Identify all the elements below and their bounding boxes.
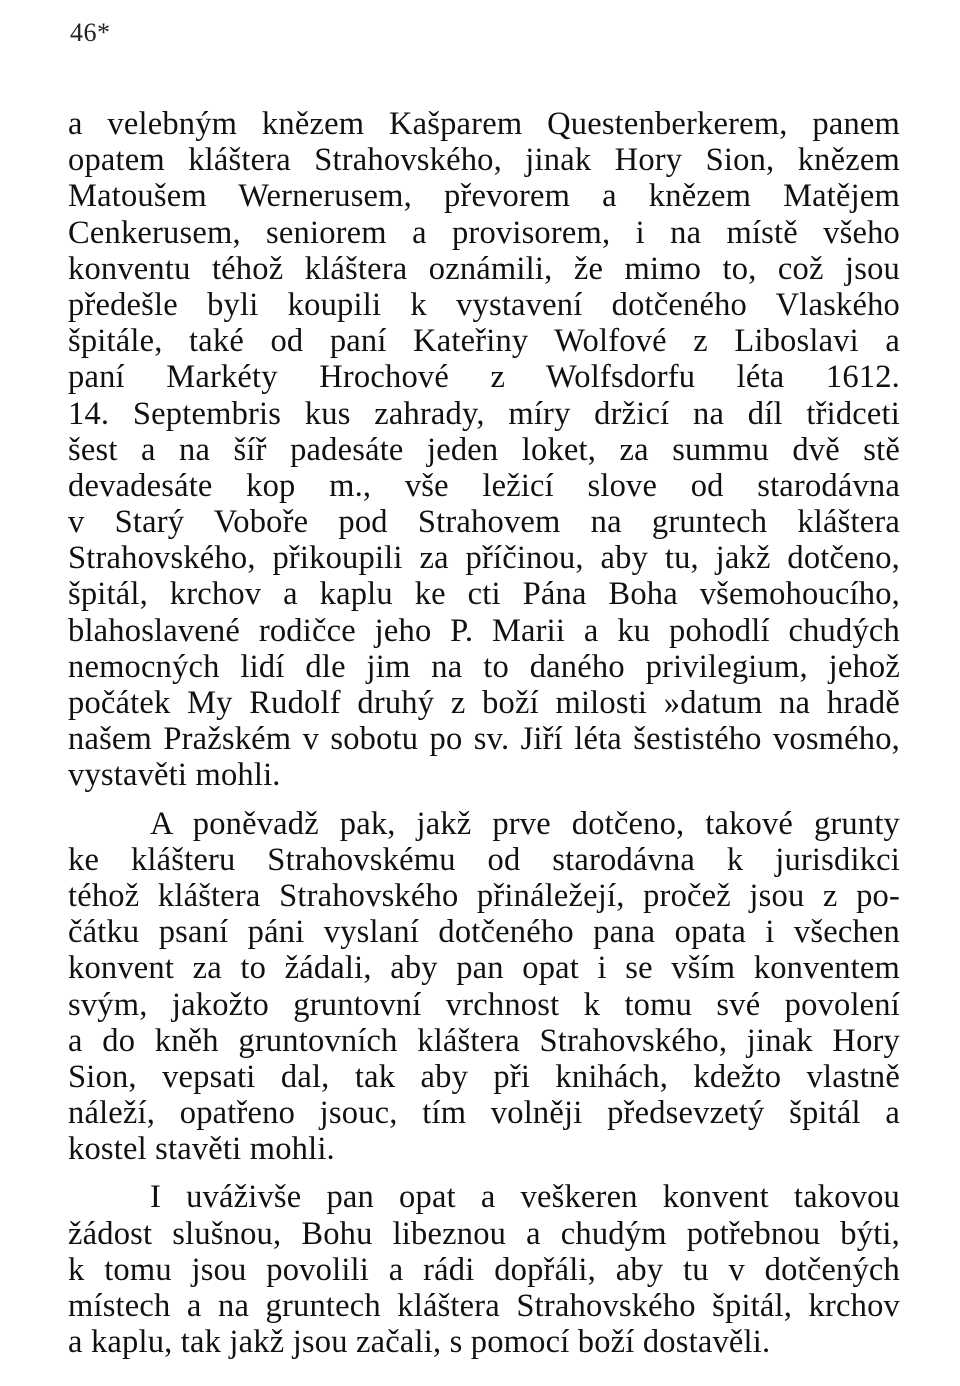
text-line: čátku psaní páni vyslaní dotčeného pana opata i všechen bbox=[68, 914, 900, 951]
text-line: devadesáte kop m., vše ležicí slove od starodávna bbox=[68, 467, 900, 504]
text-line: nemocných lidí dle jim na to daného privilegium, jehož bbox=[68, 648, 900, 685]
text-line: našem Pražském v sobotu po sv. Jiří léta šestistého vosmého, bbox=[68, 721, 900, 758]
paragraph-3 bbox=[68, 1179, 900, 1360]
text-line: svým, jakožto gruntovní vrchnost k tomu své povolení bbox=[68, 986, 900, 1023]
text-line: kostel stavěti mohli. bbox=[68, 1131, 335, 1168]
text-line: I uváživše pan opat a veškeren konvent takovou bbox=[150, 1179, 900, 1216]
text-line: a velebným knězem Kašparem Questenberkerem, panem bbox=[68, 106, 900, 142]
text-line: paní Markéty Hrochové z Wolfsdorfu léta 1612. bbox=[68, 359, 900, 396]
text-line: téhož kláštera Strahovského přináležejí, pročež jsou z po- bbox=[68, 877, 900, 914]
paragraph-1 bbox=[68, 106, 900, 794]
text-line: opatem kláštera Strahovského, jinak Hory Sion, knězem bbox=[68, 142, 900, 179]
text-line: konventu téhož kláštera oznámili, že mimo to, což jsou bbox=[68, 250, 900, 287]
text-line: 14. Septembris kus zahrady, míry držicí na díl třidceti bbox=[68, 395, 900, 432]
text-line: předešle byli koupili k vystavení dotčeného Vlaského bbox=[68, 286, 900, 323]
text-line: a kaplu, tak jakž jsou začali, s pomocí boží dostavěli. bbox=[68, 1324, 771, 1361]
text-line: šest a na šíř padesáte jeden loket, za summu dvě stě bbox=[68, 431, 900, 468]
text-line: počátek My Rudolf druhý z boží milosti »datum na hradě bbox=[68, 685, 900, 721]
text-line: Matoušem Wernerusem, převorem a knězem Matějem bbox=[68, 178, 900, 215]
text-line: špitál, krchov a kaplu ke cti Pána Boha všemohoucího, bbox=[68, 576, 900, 613]
text-line: v Starý Voboře pod Strahovem na gruntech kláštera bbox=[68, 504, 900, 541]
page-number: 46* bbox=[70, 18, 111, 47]
text-line: špitále, také od paní Kateřiny Wolfové z Liboslavi a bbox=[68, 323, 900, 360]
text-line: ke klášteru Strahovskému od starodávna k jurisdikci bbox=[68, 841, 900, 878]
paragraph-2 bbox=[68, 806, 900, 1168]
text-line: místech a na gruntech kláštera Strahovského špitál, krchov bbox=[68, 1288, 900, 1324]
text-line: Sion, vepsati dal, tak aby při knihách, kdežto vlastně bbox=[68, 1058, 900, 1095]
text-line: blahoslavené rodičce jeho P. Marii a ku pohodlí chudých bbox=[68, 612, 900, 649]
text-line: Strahovského, přikoupili za příčinou, aby tu, jakž dotčeno, bbox=[68, 540, 900, 577]
text-line: žádost slušnou, Bohu libeznou a chudým potřebnou býti, bbox=[68, 1215, 900, 1252]
text-line: náleží, opatřeno jsouc, tím volněji předsevzetý špitál a bbox=[68, 1095, 900, 1132]
text-line: A poněvadž pak, jakž prve dotčeno, takové grunty bbox=[150, 805, 900, 842]
body-text bbox=[68, 106, 900, 1360]
text-line: vystavěti mohli. bbox=[68, 757, 281, 794]
text-line: konvent za to žádali, aby pan opat i se vším konventem bbox=[68, 950, 900, 987]
text-line: a do kněh gruntovních kláštera Strahovského, jinak Hory bbox=[68, 1022, 900, 1059]
text-line: k tomu jsou povolili a rádi dopřáli, aby tu v dotčených bbox=[68, 1251, 900, 1288]
text-line: Cenkerusem, seniorem a provisorem, i na místě všeho bbox=[68, 214, 900, 251]
